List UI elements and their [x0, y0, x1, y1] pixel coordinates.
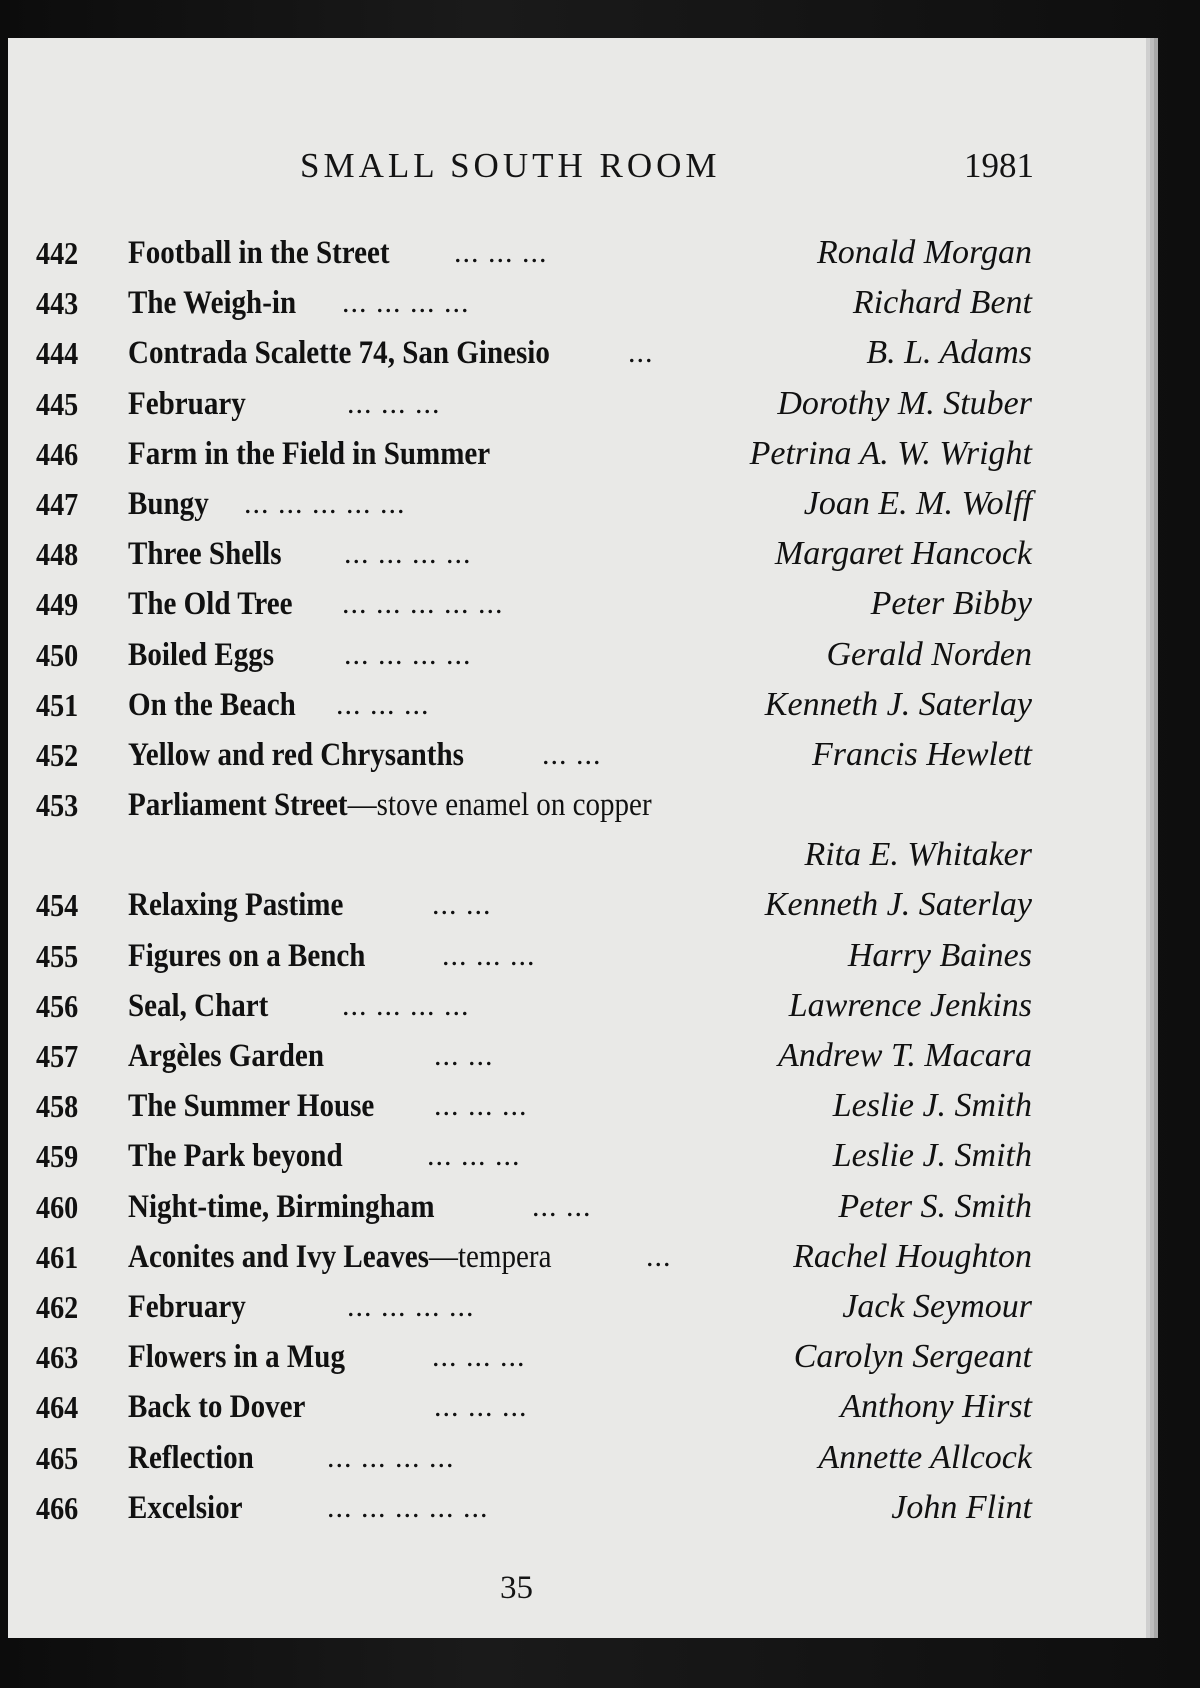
entry-number: 460: [36, 1188, 79, 1225]
entry-number: 442: [36, 235, 79, 271]
entry-title-text: Football in the Street: [128, 235, 390, 271]
entry-row: [22, 1433, 1032, 1483]
entry-title: [128, 981, 268, 1031]
dot-leader: ... ... ... ... ...: [342, 587, 504, 621]
entry-title: [128, 1483, 243, 1533]
entry-number: 453: [36, 787, 79, 824]
entry-number: 458: [36, 1088, 79, 1125]
dot-leader: ... ... ...: [442, 938, 536, 972]
entry-number: 457: [36, 1038, 79, 1074]
dot-leader: ... ... ... ...: [344, 637, 472, 671]
entry-title: [128, 579, 293, 629]
entry-title-text: Excelsior: [128, 1489, 243, 1526]
entry-title-text: The Old Tree: [128, 586, 293, 623]
entry-title: [128, 1182, 435, 1232]
entry-artist: Joan E. M. Wolff: [803, 484, 1032, 522]
entry-row: [22, 328, 1032, 378]
entry-row: [22, 529, 1032, 579]
entry-artist: Francis Hewlett: [811, 735, 1032, 773]
entry-row: [22, 730, 1032, 780]
entry-title: [128, 1232, 551, 1282]
entry-artist: Kenneth J. Saterlay: [764, 685, 1032, 723]
entry-row: [22, 1332, 1032, 1382]
entry-row: [22, 880, 1032, 930]
entry-list: [22, 228, 1032, 1533]
entry-number: 450: [36, 636, 79, 673]
entry-artist: Andrew T. Macara: [777, 1037, 1032, 1074]
entry-title: [128, 529, 282, 579]
entry-row: [22, 479, 1032, 529]
entry-title-text: The Park beyond: [128, 1138, 343, 1175]
entry-row: [22, 1031, 1032, 1081]
entry-row: [22, 1232, 1032, 1282]
entry-row: [22, 981, 1032, 1031]
entry-artist: Richard Bent: [852, 284, 1032, 322]
entry-title-text: Figures on a Bench: [128, 937, 366, 974]
entry-number: 461: [36, 1238, 79, 1275]
entry-title-text: Back to Dover: [128, 1389, 306, 1426]
entry-number: 452: [36, 736, 79, 773]
entry-title: [128, 228, 390, 278]
dot-leader: ... ... ... ...: [347, 1289, 475, 1323]
entry-row: [22, 1081, 1032, 1131]
entry-artist: Dorothy M. Stuber: [777, 384, 1032, 422]
entry-number: 451: [36, 686, 79, 723]
entry-title-text: Seal, Chart: [128, 987, 269, 1024]
entry-artist: Anthony Hirst: [840, 1388, 1032, 1426]
entry-artist: Leslie J. Smith: [832, 1137, 1032, 1175]
entry-title: [128, 730, 464, 780]
entry-artist: Peter S. Smith: [838, 1187, 1032, 1225]
entry-title: [128, 1131, 343, 1181]
entry-title: [128, 1332, 345, 1382]
dot-leader: ... ... ...: [347, 386, 441, 420]
entry-number: 455: [36, 937, 79, 974]
entry-number: 465: [36, 1439, 79, 1476]
dot-leader: ... ... ... ...: [342, 988, 470, 1022]
dot-leader: ... ... ... ... ...: [327, 1490, 489, 1524]
entry-title: [128, 328, 550, 378]
entry-medium: —stove enamel on copper: [347, 787, 652, 824]
entry-number: 459: [36, 1138, 79, 1175]
dot-leader: ... ... ...: [432, 1340, 526, 1374]
entry-title: [128, 479, 209, 529]
entry-title-text: Bungy: [128, 485, 209, 522]
entry-row: [22, 1131, 1032, 1181]
entry-row: [22, 931, 1032, 981]
dot-leader: ... ... ... ...: [344, 537, 472, 571]
entry-title-text: Reflection: [128, 1439, 254, 1476]
entry-title: [128, 780, 652, 830]
dot-leader: ... ... ... ...: [327, 1440, 455, 1474]
entry-number: 454: [36, 887, 79, 924]
entry-artist: Gerald Norden: [826, 635, 1032, 673]
entry-artist: Annette Allcock: [818, 1438, 1032, 1476]
page-header: [300, 146, 1040, 196]
dot-leader: ...: [628, 336, 654, 370]
dot-leader: ... ... ...: [434, 1089, 528, 1123]
entry-title-text: Boiled Eggs: [128, 636, 275, 673]
entry-row: [22, 429, 1032, 479]
entry-title: [128, 630, 274, 680]
entry-row: [22, 1382, 1032, 1432]
entry-number: 466: [36, 1489, 79, 1526]
entry-title: [128, 379, 246, 429]
entry-title-text: Argèles Garden: [128, 1038, 324, 1074]
entry-title-text: February: [128, 385, 246, 422]
entry-title-text: Three Shells: [128, 536, 282, 573]
dot-leader: ...: [646, 1239, 672, 1273]
entry-number: 462: [36, 1288, 79, 1325]
dot-leader: ... ... ...: [427, 1139, 521, 1173]
entry-number: 446: [36, 435, 79, 472]
entry-number: 444: [36, 335, 79, 372]
entry-title-text: Yellow and red Chrysanths: [128, 736, 464, 773]
entry-number: 456: [36, 987, 79, 1024]
entry-row: [22, 630, 1032, 680]
entry-artist: Margaret Hancock: [774, 535, 1032, 573]
entry-title-text: Flowers in a Mug: [128, 1339, 345, 1376]
entry-artist: Rita E. Whitaker: [804, 836, 1032, 874]
entry-artist: Jack Seymour: [842, 1287, 1032, 1325]
entry-title: [128, 1433, 254, 1483]
dot-leader: ... ... ... ...: [342, 286, 470, 320]
entry-title: [128, 1081, 374, 1131]
entry-row: [22, 1182, 1032, 1232]
entry-row: [22, 1483, 1032, 1533]
entry-title-text: Aconites and Ivy Leaves: [128, 1238, 429, 1275]
entry-row: [22, 780, 1032, 830]
entry-artist: John Flint: [891, 1488, 1032, 1526]
entry-title-text: Farm in the Field in Summer: [128, 435, 491, 472]
entry-title: [128, 429, 490, 479]
entry-number: 445: [36, 385, 79, 422]
entry-title-text: On the Beach: [128, 686, 296, 723]
entry-artist: Ronald Morgan: [816, 234, 1032, 271]
entry-title: [128, 1382, 305, 1432]
dot-leader: ... ...: [432, 888, 492, 922]
entry-artist: Rachel Houghton: [793, 1237, 1032, 1275]
entry-artist: Peter Bibby: [870, 585, 1032, 623]
entry-row: [22, 579, 1032, 629]
entry-number: 443: [36, 285, 79, 322]
entry-title-text: Contrada Scalette 74, San Ginesio: [128, 335, 550, 372]
dot-leader: ... ... ...: [434, 1390, 528, 1424]
entry-title: [128, 680, 296, 730]
entry-title: [128, 880, 343, 930]
dot-leader: ... ... ...: [336, 687, 430, 721]
entry-title: [128, 931, 365, 981]
dot-leader: ... ... ... ... ...: [244, 486, 406, 520]
entry-artist: Petrina A. W. Wright: [749, 434, 1032, 472]
entry-number: 448: [36, 536, 79, 573]
entry-title: [128, 1282, 246, 1332]
entry-artist: Kenneth J. Saterlay: [764, 886, 1032, 924]
entry-number: 464: [36, 1389, 79, 1426]
entry-artist: Carolyn Sergeant: [793, 1338, 1032, 1376]
entry-number: 449: [36, 586, 79, 623]
entry-artist: Leslie J. Smith: [832, 1087, 1032, 1125]
page-number: 35: [500, 1570, 533, 1606]
dot-leader: ... ... ...: [454, 236, 548, 269]
year: 1981: [964, 146, 1034, 185]
entry-title-text: Night-time, Birmingham: [128, 1188, 435, 1225]
entry-title-text: Relaxing Pastime: [128, 887, 344, 924]
entry-number: 463: [36, 1339, 79, 1376]
entry-row: [22, 278, 1032, 328]
entry-medium: —tempera: [428, 1238, 552, 1275]
entry-artist: Lawrence Jenkins: [788, 986, 1032, 1024]
room-title: SMALL SOUTH ROOM: [300, 146, 721, 185]
dot-leader: ... ...: [532, 1189, 592, 1223]
entry-title-text: February: [128, 1288, 246, 1325]
entry-row: [22, 228, 1032, 278]
entry-title: [128, 278, 296, 328]
entry-title: [128, 1031, 324, 1081]
dot-leader: ... ...: [434, 1039, 494, 1072]
entry-number: 447: [36, 485, 79, 522]
entry-artist: B. L. Adams: [866, 334, 1032, 372]
dot-leader: ... ...: [542, 737, 602, 771]
entry-title-text: The Weigh-in: [128, 285, 297, 322]
entry-artist: Harry Baines: [847, 936, 1032, 974]
entry-row: [22, 830, 1032, 880]
entry-row: [22, 680, 1032, 730]
entry-title-text: Parliament Street: [128, 787, 348, 824]
entry-title-text: The Summer House: [128, 1088, 375, 1125]
entry-row: [22, 1282, 1032, 1332]
entry-row: [22, 379, 1032, 429]
